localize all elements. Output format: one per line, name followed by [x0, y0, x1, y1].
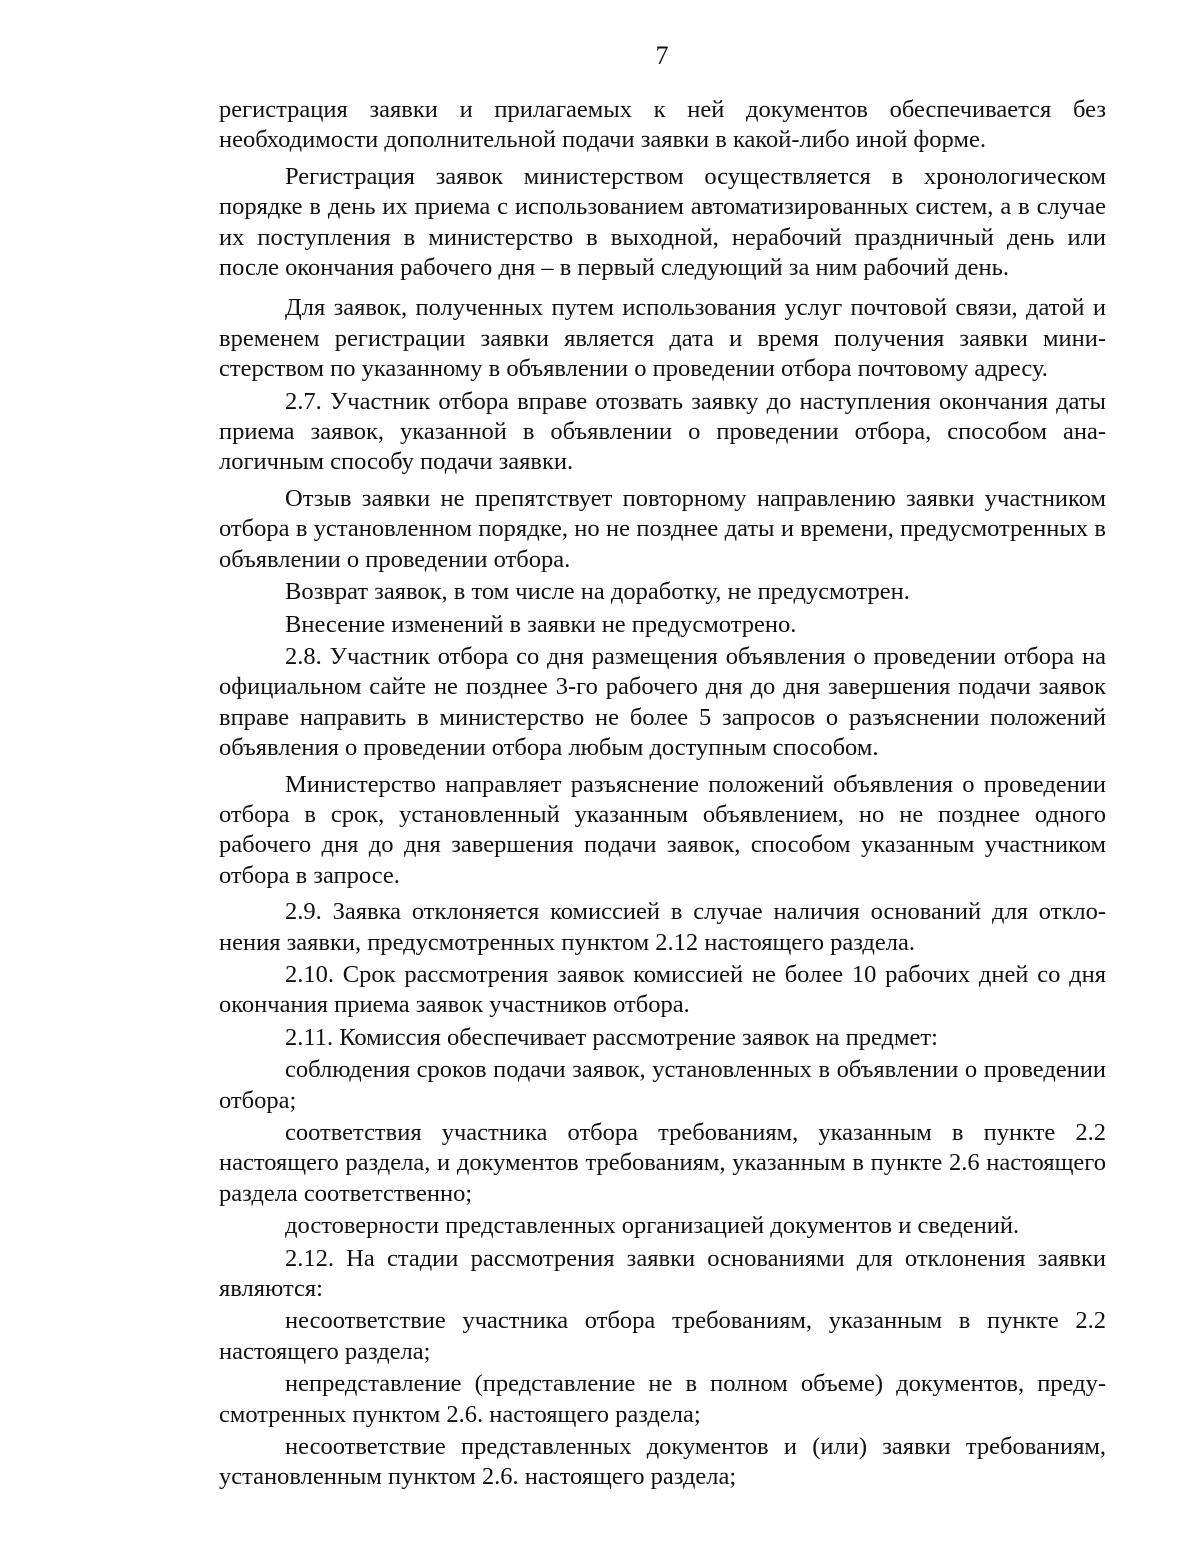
paragraph: Возврат заявок, в том числе на доработку, не предусмотрен.	[285, 578, 910, 606]
paragraph: 2.12. На стадии рассмотрения заявки основаниями для отклонения заявки являются:	[219, 1244, 1106, 1303]
paragraph: достоверности представленных организацией документов и сведений.	[285, 1212, 1020, 1240]
paragraph: 2.9. Заявка отклоняется комиссией в случае наличия оснований для отклонения заявки, предусмотренных пунктом 2.12 настоящего раздела.	[219, 898, 1106, 956]
paragraph: несоответствие участника отбора требованиям, указанным в пункте 2.2 настоящего раздела;	[219, 1307, 1106, 1365]
paragraph: 2.11. Комиссия обеспечивает рассмотрение заявок на предмет:	[285, 1023, 938, 1051]
paragraph: 2.7. Участник отбора вправе отозвать заявку до наступления окончания даты приема заявок, указанной в объявлении о проведении отбора, способом аналогичным способу подачи заявки.	[219, 387, 1106, 476]
paragraph: соответствия участника отбора требованиям, указанным в пункте 2.2 настоящего раздела, и документов требованиям, указанным в пункте 2.6 настоящего раздела соответственно;	[219, 1119, 1106, 1207]
page-number: 7	[655, 41, 669, 70]
paragraph: несоответствие представленных документов и (или) заявки требованиям, установленным пунктом 2.6. настоящего раздела;	[219, 1433, 1106, 1491]
paragraph: Регистрация заявок министерством осуществляется в хронологическом порядке в день их приема с использованием автоматизированных систем, а в случае их поступления в министерство в выходной, нерабочий праздничный день или после окончания рабочего дня – в первый следующий за ним рабочий день.	[219, 162, 1106, 282]
paragraph: 2.10. Срок рассмотрения заявок комиссией не более 10 рабочих дней со дня окончания приема заявок участников отбора.	[219, 960, 1106, 1019]
paragraph: Для заявок, полученных путем использования услуг почтовой связи, датой и временем регистрации заявки является дата и время получения заявки министерством по указанному в объявлении о проведении отбора почтовому адресу.	[219, 294, 1106, 383]
paragraph: 2.8. Участник отбора со дня размещения объявления о проведении отбора на официальном сайте не позднее 3-го рабочего дня до дня завершения подачи заявок вправе направить в министерство не более 5 запросов о разъяснении положений объявления о проведении отбора любым доступным способом.	[219, 642, 1106, 762]
paragraph: Отзыв заявки не препятствует повторному направлению заявки участником отбора в установленном порядке, но не позднее даты и времени, предусмотренных в объявлении о проведении отбора.	[219, 484, 1106, 573]
paragraph: Министерство направляет разъяснение положений объявления о проведении отбора в срок, установленный указанным объявлением, но не позднее одного рабочего дня до дня завершения подачи заявок, способом указанным участником отбора в запросе.	[219, 770, 1106, 889]
paragraph: Внесение изменений в заявки не предусмотрено.	[285, 610, 797, 638]
paragraph: непредставление (представление не в полном объеме) документов, предусмотренных пунктом 2.6. настоящего раздела;	[219, 1370, 1106, 1428]
paragraph: соблюдения сроков подачи заявок, установленных в объявлении о проведении отбора;	[219, 1056, 1106, 1114]
paragraph: регистрация заявки и прилагаемых к ней документов обеспечивается без необходимости дополнительной подачи заявки в какой-либо иной форме.	[219, 96, 1106, 154]
document-body	[219, 95, 1106, 1493]
